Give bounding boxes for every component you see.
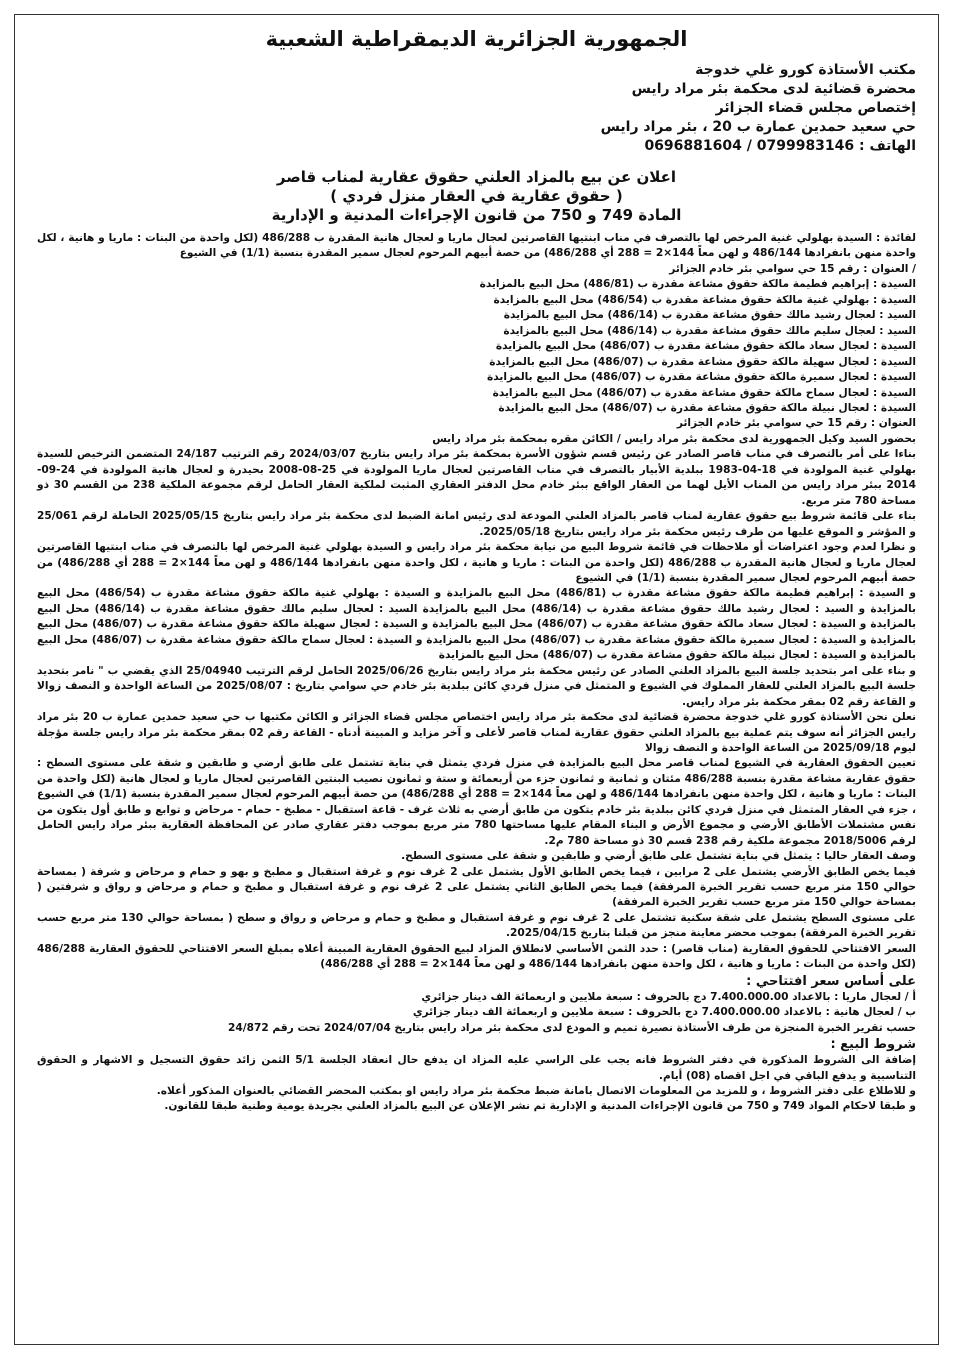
office-block <box>37 61 916 156</box>
expert-report-line: حسب تقرير الخبرة المنجزة من طرف الأستاذة نصيرة تميم و المودع لدى محكمة بئر مراد رايس بتاريخ 2024/07/04 تحت رقم 24/872 <box>228 1021 916 1034</box>
owners-address: العنوان : رقم 15 حي سوامي بئر خادم الجزائر <box>676 417 916 430</box>
owners-summary-paragraph: و السيدة : إبراهيم فطيمة مالكة حقوق مشاعة مقدرة ب (486/81) محل البيع بالمزايدة و السيدة : بهلولي غنية مالكة حقوق مشاعة مقدرة ب (486/54) محل البيع بالمزايدة و السيد : لعجال رشيد مالك حقوق مشاعة مقدرة ب (486/14) محل البيع بالمزايدة السيد : لعجال سليم مالك حقوق مشاعة مقدرة ب (486/14) محل البيع بالمزايدة و السيدة : لعجال سعاد مالكة حقوق مشاعة مقدرة ب (486/07) محل البيع بالمزايدة و السيدة : لعجال سهيلة مالكة حقوق مشاعة مقدرة ب (486/07) محل البيع بالمزايدة و السيدة : لعجال سميرة مالكة حقوق مشاعة مقدرة ب (486/07) محل البيع بالمزايدة و السيدة : لعجال سماح مالكة حقوق مشاعة مقدرة ب (486/07) محل البيع بالمزايدة و السيدة : لعجال نبيلة مالكة حقوق مشاعة مقدرة ب (486/07) محل البيع بالمزايدة <box>37 587 916 662</box>
beneficiary-paragraph: لفائدة : السيدة بهلولي غنية المرخص لها بالتصرف في مناب ابنتيها القاصرتين لعجال ماريا و لعجال هانية المقدرة ب 486/288 (لكل واحدة من البنات : ماريا و هانية ، لكل واحدة منهن بانفرادها 486/144 و لهن معاً 144×2 = 288 أي 486/288) من حصة أبيهم المرحوم لعجال سمير المقدرة بنسبة (1/1) في الشيوع <box>37 232 916 260</box>
roof-description-paragraph: على مستوى السطح يشتمل على شقة سكنية تشتمل على 2 غرف نوم و غرفة استقبال و مطبخ و حمام و مرحاض و رواق و سطح ( بمساحة حوالي 130 متر مربع حسب تقرير الخبرة المرفقة) بموجب محضر معاينة منجز من قبلنا بتاريخ 2025/04/15. <box>37 911 916 940</box>
office-phone: الهاتف : 0799983146 / 0696881604 <box>644 138 916 154</box>
office-line: محضرة قضائية لدى محكمة بئر مراد رايس <box>631 81 916 97</box>
notice-title-block <box>37 168 916 225</box>
office-line: حي سعيد حمدين عمارة ب 20 ، بئر مراد رايس <box>600 119 916 135</box>
prosecutor-paragraph: بحضور السيد وكيل الجمهورية لدى محكمة بئر مراد رايس / الكائن مقره بمحكمة بئر مراد رايس <box>432 432 916 445</box>
office-line: إختصاص مجلس قضاء الجزائر <box>715 100 916 116</box>
owner-item: السيدة : لعجال نبيلة مالكة حقوق مشاعة مقدرة ب (486/07) محل البيع بالمزايدة <box>498 401 916 414</box>
session-order-paragraph: و بناء على امر بتحديد جلسة البيع بالمزاد العلني الصادر عن رئيس محكمة بئر مراد رايس بتاريخ 2025/06/26 الحامل لرقم الترتيب 25/04940 الذي يقضي ب " نامر بتحديد جلسة البيع بالمزاد العلني للعقار المملوك في الشيوع و المتمثل في منزل فردي كائن ببلدية بئر خادم حي سوامي بتاريخ : 2025/08/07 من الساعة الواحدة و النصف زوالا و القاعة رقم 02 بمقر محكمة بئر مراد رايس. <box>37 664 917 708</box>
price-line-hania: ب / لعجال هانية : بالاعداد 7.400.000.00 دج بالحروف : سبعة ملايين و اربعمائة الف دينار جزائري <box>412 1006 916 1019</box>
notice-body <box>37 231 916 1115</box>
owner-item: السيدة : لعجال سماح مالكة حقوق مشاعة مقدرة ب (486/07) محل البيع بالمزايدة <box>492 386 916 399</box>
conditions-heading: شروط البيع : <box>830 1037 916 1053</box>
floors-description-paragraph: فيما يخص الطابق الأرضي يشتمل على 2 مرابين ، فيما يخص الطابق الأول يشتمل على 2 غرف نوم و غرفة استقبال و مطبخ و بهو و حمام و مرحاض و شرفة ( بمساحة حوالي 150 متر مربع حسب تقرير الخبرة المرفقة) فيما يخص الطابق الثاني يشتمل على 2 غرف نوم و غرفة استقبال و مطبخ و حمام و مرحاض و رواق و شرفتين ( بمساحة حوالي 150 متر مربع حسب تقرير الخبرة المرفقة) <box>37 865 916 909</box>
no-objection-paragraph: و نظرا لعدم وجود اعتراضات أو ملاحظات في قائمة شروط البيع من نيابة محكمة بئر مراد رايس و السيدة بهلولي غنية المرخص لها بالتصرف في مناب ابنتيها القاصرتين لعجال ماريا و لعجال هانية المقدرة ب 486/288 (لكل واحدة من البنات : ماريا و هانية ، لكل واحدة منهن بانفرادها 486/144 و لهن معاً 144×2 = 288 أي 486/288) من حصة أبيهم المرحوم لعجال سمير المقدرة بنسبة (1/1) في الشيوع <box>37 541 917 584</box>
notice-legal-article: المادة 749 و 750 من قانون الإجراءات المدنية و الإدارية <box>271 206 682 224</box>
conditions-list-paragraph: بناء على قائمة شروط بيع حقوق عقارية لمناب قاصر بالمزاد العلني المودعة لدى رئيس امانة الضبط لدى محكمة بئر مراد رايس بتاريخ 2025/05/15 الحاملة لرقم 25/061 و المؤشر و الموقع عليها من طرف رئيس محكمة بئر مراد رايس بتاريخ 2025/05/18. <box>37 510 916 538</box>
owner-item: السيدة : لعجال سهيلة مالكة حقوق مشاعة مقدرة ب (486/07) محل البيع بالمزايدة <box>489 355 916 368</box>
office-line: مكتب الأستاذة كورو غلي خدوجة <box>695 62 916 78</box>
announcement-paragraph: نعلن نحن الأستاذة كورو غلي خدوجة محضرة قضائية لدى محكمة بئر مراد رايس اختصاص مجلس قضاء الجزائر و الكائن مكتبها ب حي سعيد حمدين عمارة ب 20 بئر مراد رايس الجزائر أنه سوف يتم عملية بيع بالمزاد العلني حقوق عقارية لمناب قاصر لأعلى و آخر مزايد و المبينة أدناه - القاعة رقم 02 بمقر محكمة بئر مراد رايس جلسة مؤجلة ليوم 2025/09/18 من الساعة الواحدة و النصف زوالا <box>37 711 916 754</box>
owner-item: السيدة : لعجال سميرة مالكة حقوق مشاعة مقدرة ب (486/07) محل البيع بالمزايدة <box>487 371 916 384</box>
publication-condition: و طبقا لاحكام المواد 749 و 750 من قانون الإجراءات المدنية و الإدارية تم نشر الإعلان عن البيع بالمزاد العلني بجريدة يومية وطنية طبقا للقانون. <box>164 1100 916 1113</box>
contact-condition: و للاطلاع على دفتر الشروط ، و للمزيد من المعلومات الاتصال بامانة ضبط محكمة بئر مراد رايس او بمكتب المحضر القضائي بالعنوان المذكور أعلاه. <box>156 1085 916 1098</box>
property-description-paragraph: وصف العقار حاليا : يتمثل في بناية تشتمل على طابق أرضي و طابقين و شقة على مستوى السطح. <box>401 850 916 863</box>
price-line-maria: أ / لعجال ماريا : بالاعداد 7.400.000.00 دج بالحروف : سبعة ملايين و اربعمائة الف دينار جزائري <box>421 990 916 1003</box>
owner-item: السيدة : بهلولي غنية مالكة حقوق مشاعة مقدرة ب (486/54) محل البيع بالمزايدة <box>493 293 916 306</box>
owner-item: السيدة : لعجال سعاد مالكة حقوق مشاعة مقدرة ب (486/07) محل البيع بالمزايدة <box>495 340 916 353</box>
beneficiary-address: / العنوان : رقم 15 حي سوامي بئر خادم الجزائر <box>669 262 916 275</box>
price-heading: على أساس سعر افتتاحي : <box>746 973 916 989</box>
auction-notice-page <box>14 14 939 1345</box>
notice-title: اعلان عن بيع بالمزاد العلني حقوق عقارية لمناب قاصر <box>276 168 677 186</box>
owner-item: السيد : لعجال رشيد مالك حقوق مشاعة مقدرة ب (486/14) محل البيع بالمزايدة <box>503 309 916 322</box>
property-designation-paragraph: تعيين الحقوق العقارية في الشيوع لمناب قاصر محل البيع بالمزايدة في منزل فردي يتمثل في بناية تشتمل على طابق أرضي و طابقين و شقة على مستوى السطح : حقوق عقارية مشاعة مقدرة بنسبة 486/288 مئتان و ثمانية و ثمانون جزء من أربعمائة و ستة و ثمانون نصيب البنتين القاصرتين لعجال ماريا و لعجال هانية (لكل واحدة من البنات : ماريا و هانية ، لكل واحدة منهن بانفرادها 486/144 و لهن معاً 144×2 = 288 أي 486/288) من حصة أبيهم المرحوم لعجال سمير المقدرة بنسبة (1/1) في الشيوع ، جزء في العقار المتمثل في منزل فردي كائن ببلدية بئر خادم يتكون من طابق أرضي به ثلاث غرف - قاعة استقبال - مطبخ - حمام - مرحاض و توابع و طابق أول يتكون من نفس مشتملات الأطابق الأرضي و مجموع الأرض و البناء المقام عليها مساحتها 780 متر مربع بموجب دفتر عقاري صادر عن المحافظة العقارية ببئر مراد رايس الحامل لرقم 2018/5006 مجموعة ملكية رقم 238 قسم 30 ذو مساحة 780 م2. <box>37 757 917 847</box>
owners-list <box>37 277 916 432</box>
opening-price-paragraph: السعر الافتتاحي للحقوق العقارية (مناب قاصر) : حدد الثمن الأساسي لانطلاق المزاد لبيع الحقوق العقارية المبينة أعلاه بمبلغ السعر الافتتاحي للحقوق العقارية 486/288 (لكل واحدة من البنات : ماريا و هانية ، لكل واحدة منهن بانفرادها 486/144 و لهن معاً 144×2 = 288 أي 486/288) <box>37 942 916 971</box>
notice-subtitle: ( حقوق عقارية في العقار منزل فردي ) <box>330 187 623 205</box>
owner-item: السيد : لعجال سليم مالك حقوق مشاعة مقدرة ب (486/14) محل البيع بالمزايدة <box>503 324 916 337</box>
owner-item: السيدة : إبراهيم فطيمة مالكة حقوق مشاعة مقدرة ب (486/81) محل البيع بالمزايدة <box>479 278 916 291</box>
payment-condition: إضافة الى الشروط المذكورة في دفتر الشروط فانه يجب على الراسي عليه المزاد ان يدفع حال انعقاد الجلسة 5/1 الثمن زائد حقوق التسجيل و الاشهار و الحقوق التناسبية و يدفع الباقي في اجل اقصاه (08) أيام. <box>37 1054 917 1082</box>
order-paragraph: بناءا على أمر بالتصرف في مناب قاصر الصادر عن رئيس قسم شؤون الأسرة بمحكمة بئر مراد رايس بتاريخ 2024/03/07 رقم الترتيب 24/187 المتضمن الترخيص للسيدة بهلولي غنية المولودة في 18-04-1983 ببلدية الأبيار بالتصرف في مناب القاصرتين لعجال ماريا المولودة في 25-08-2008 بحيدرة و لعجال هانية المولودة في 24-09-2014 ببئر مراد رايس من المناب الأيل لهما من العقار الواقع ببئر خادم محل الدفتر العقاري المثبت لملكية العقار الحامل لرقم مجموعة الملكية 238 من القسم 30 ذو مساحة 780 متر مربع. <box>37 448 917 507</box>
republic-heading: الجمهورية الجزائرية الديمقراطية الشعبية <box>265 27 688 51</box>
